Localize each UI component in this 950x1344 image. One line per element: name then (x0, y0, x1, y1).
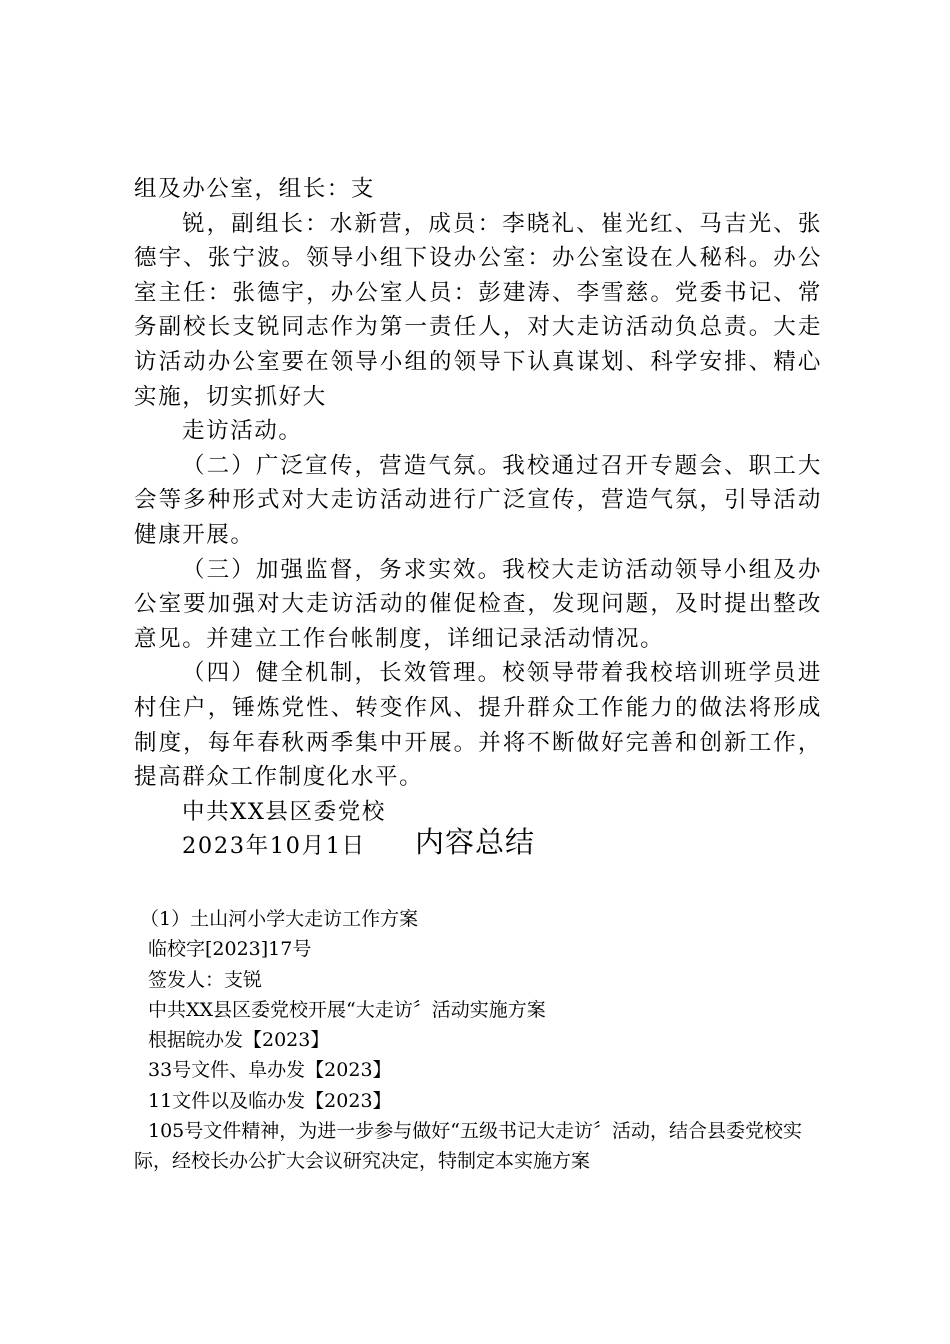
summary-line: 中共XX县区委党校开展“大走访〞活动实施方案 (148, 998, 546, 1021)
body-paragraph: （四）健全机制，长效管理。校领导带着我校培训班学员进村住户，锤炼党性、转变作风、提升群众工作能力的做法将形成制度，每年春秋两季集中开展。并将不断做好完善和创新工作，提高群众工作制度化水平。 (134, 660, 822, 791)
body-paragraph: 走访活动。 (182, 418, 303, 445)
summary-section (134, 904, 834, 1177)
body-paragraph: （三）加强监督，务求实效。我校大走访活动领导小组及办公室要加强对大走访活动的催促检查，发现问题，及时提出整改意见。并建立工作台帐制度，详细记录活动情况。 (134, 556, 822, 652)
summary-line: 临校字[2023]17号 (148, 938, 312, 961)
signature-date: 2023年10月1日 (182, 833, 366, 860)
signature-organization: 中共XX县区委党校 (182, 798, 386, 825)
body-paragraph: （二）广泛宣传，营造气氛。我校通过召开专题会、职工大会等多种形式对大走访活动进行广泛宣传，营造气氛，引导活动健康开展。 (134, 452, 822, 548)
summary-line: 根据皖办发【2023】 (148, 1029, 330, 1052)
summary-line: 105号文件精神，为进一步参与做好“五级书记大走访〞活动，结合县委党校实际，经校长办公扩大会议研究决定，特制定本实施方案 (134, 1120, 802, 1173)
body-paragraph: 组及办公室，组长：支 (134, 176, 376, 202)
summary-line: （1）土山河小学大走访工作方案 (140, 908, 419, 930)
document-body (134, 172, 822, 864)
summary-line: 签发人：支锐 (148, 968, 263, 991)
summary-line: 11文件以及临办发【2023】 (148, 1089, 392, 1112)
body-paragraph: 锐，副组长：水新营，成员：李晓礼、崔光红、马吉光、张德宇、张宁波。领导小组下设办公室：办公室设在人秘科。办公室主任：张德宇，办公室人员：彭建涛、李雪慈。党委书记、常务副校长支锐同志作为第一责任人，对大走访活动负总责。大走访活动办公室要在领导小组的领导下认真谋划、科学安排、精心实施，切实抓好大 (134, 210, 822, 410)
summary-title: 内容总结 (414, 825, 535, 859)
summary-line: 33号文件、阜办发【2023】 (148, 1059, 392, 1082)
